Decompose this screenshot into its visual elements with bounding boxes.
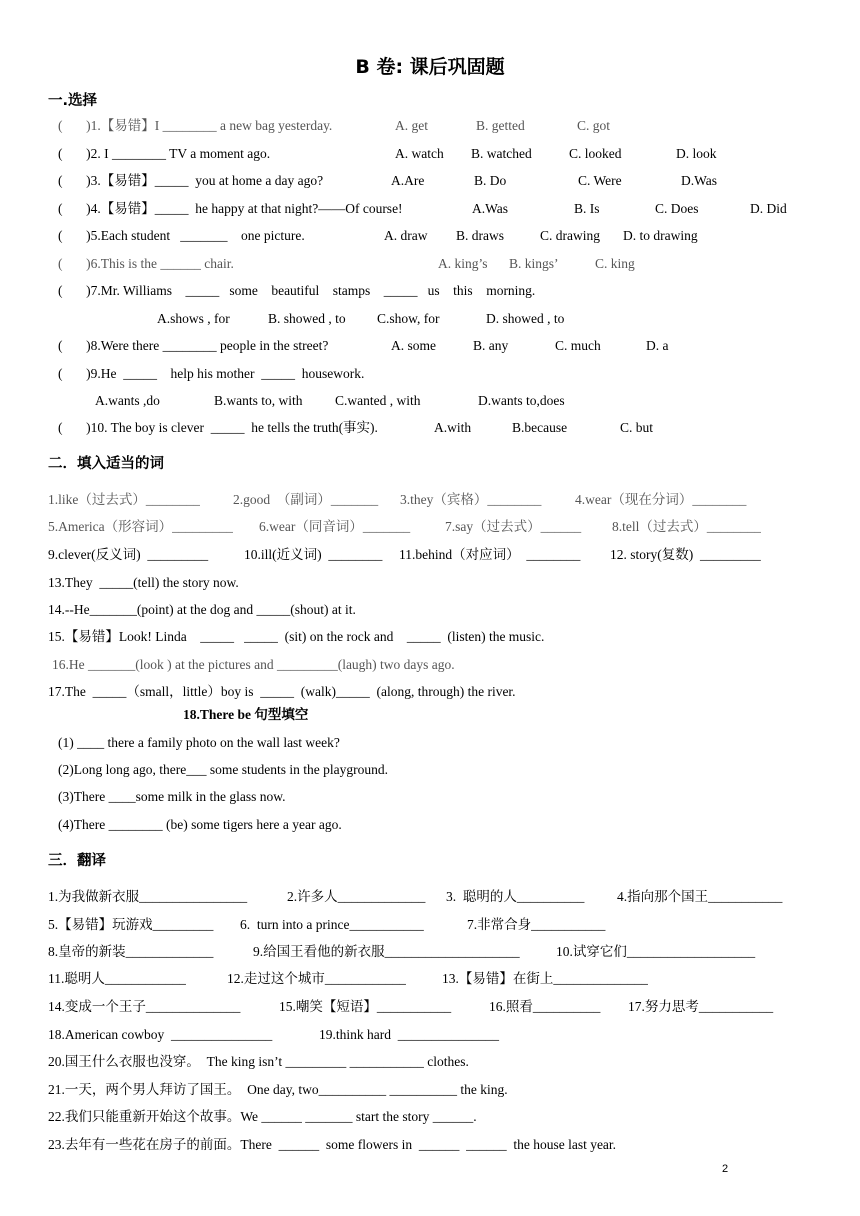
fill-item: 10.ill(近义词) ________ [244,547,383,562]
q9-option-c: C.wanted , with [335,393,421,408]
translate-item: 13.【易错】在街上______________ [442,971,648,986]
translate-item: 7.非常合身___________ [467,917,606,932]
translate-item: 4.指向那个国王___________ [617,889,783,904]
q10-option-c: C. but [620,420,654,435]
fill-item: 3.they（宾格）________ [400,492,542,507]
q5-option-a: A. draw [384,228,428,243]
q2-stem: ( )2. I ________ TV a moment ago. [58,146,271,161]
translate-item: 10.试穿它们___________________ [556,944,756,959]
section-heading-translate: 三．翻译 [48,853,106,869]
q9-option-b: B.wants to, with [214,393,303,408]
q3-option-c: C. Were [578,173,622,188]
fill-line-18-2: (2)Long long ago, there___ some students in the playground. [58,762,388,777]
q8-option-b: B. any [473,338,509,353]
fill-item: 9.clever(反义词) _________ [48,547,209,562]
q9-option-a: A.wants ,do [95,393,160,408]
q7-option-b: B. showed , to [268,311,346,326]
fill-line-18-heading: 18.There be 句型填空 [183,707,309,722]
q7-option-d: D. showed , to [486,311,565,326]
fill-line-13: 13.They _____(tell) the story now. [48,575,239,590]
q8-stem: ( )8.Were there ________ people in the street? [58,338,329,353]
q2-option-a: A. watch [395,146,444,161]
q4-option-b: B. Is [574,201,600,216]
q2-option-c: C. looked [569,146,622,161]
translate-item: 11.聪明人____________ [48,971,186,986]
q1-option-c: C. got [577,118,611,133]
q6-option-a: A. king’s [438,256,488,271]
translate-item: 1.为我做新衣服________________ [48,889,248,904]
q1-option-b: B. getted [476,118,525,133]
q8-option-a: A. some [391,338,436,353]
fill-line-17: 17.The _____（small，little）boy is _____ (walk)_____ (along, through) the river. [48,684,516,699]
fill-line-14: 14.--He_______(point) at the dog and _____(shout) at it. [48,602,356,617]
translate-item: 2.许多人_____________ [287,889,426,904]
translate-item: 12.走过这个城市____________ [227,971,406,986]
translate-item: 8.皇帝的新装_____________ [48,944,214,959]
fill-item: 12. story(复数) _________ [610,547,761,562]
translate-item: 15.嘲笑【短语】___________ [279,999,452,1014]
fill-item: 8.tell（过去式）________ [612,519,761,534]
translate-line-20: 20.国王什么衣服也没穿。 The king isn’t _________ ___________ clothes. [48,1054,469,1069]
q10-option-b: B.because [512,420,568,435]
page-number: 2 [722,1163,729,1175]
fill-line-16: 16.He _______(look ) at the pictures and _________(laugh) two days ago. [52,657,455,672]
q5-option-c: C. drawing [540,228,600,243]
translate-item: 5.【易错】玩游戏_________ [48,917,214,932]
section-heading-choice: 一.选择 [48,93,98,109]
q2-option-d: D. look [676,146,717,161]
translate-item: 19.think hard _______________ [319,1027,499,1042]
fill-line-18-3: (3)There ____some milk in the glass now. [58,789,286,804]
q4-option-a: A.Was [472,201,509,216]
q6-option-b: B. kings’ [509,256,559,271]
fill-item: 1.like（过去式）________ [48,492,200,507]
q5-option-b: B. draws [456,228,504,243]
translate-line-23: 23.去年有一些花在房子的前面。There ______ some flowers in ______ ______ the house last year. [48,1137,617,1152]
translate-item: 6. turn into a prince___________ [240,917,424,932]
q3-stem: ( )3.【易错】_____ you at home a day ago? [58,173,324,188]
page-title: B 卷: 课后巩固题 [355,56,505,78]
section-heading-fill: 二．填入适当的词 [48,456,164,472]
q9-option-d: D.wants to,does [478,393,565,408]
translate-item: 14.变成一个王子______________ [48,999,241,1014]
translate-item: 16.照看__________ [489,999,601,1014]
q3-option-a: A.Are [391,173,425,188]
q8-option-c: C. much [555,338,601,353]
q7-option-c: C.show, for [377,311,440,326]
translate-item: 18.American cowboy _______________ [48,1027,273,1042]
q4-stem: ( )4.【易错】_____ he happy at that night?——Of course! [58,201,403,216]
fill-item: 2.good （副词）_______ [233,492,379,507]
q10-stem: ( )10. The boy is clever _____ he tells the truth(事实). [58,420,378,435]
translate-item: 9.给国王看他的新衣服____________________ [253,944,520,959]
q1-option-a: A. get [395,118,428,133]
q6-stem: ( )6.This is the ______ chair. [58,256,234,271]
fill-item: 7.say（过去式）______ [445,519,582,534]
q2-option-b: B. watched [471,146,532,161]
translate-item: 17.努力思考___________ [628,999,774,1014]
fill-line-18-1: (1) ____ there a family photo on the wall last week? [58,735,340,750]
q4-option-d: D. Did [750,201,787,216]
fill-line-15: 15.【易错】Look! Linda _____ _____ (sit) on the rock and _____ (listen) the music. [48,629,545,644]
q3-option-b: B. Do [474,173,507,188]
q8-option-d: D. a [646,338,669,353]
translate-item: 3. 聪明的人__________ [446,889,585,904]
translate-line-22: 22.我们只能重新开始这个故事。We ______ _______ start the story ______. [48,1109,477,1124]
fill-item: 6.wear（同音词）_______ [259,519,411,534]
q4-option-c: C. Does [655,201,699,216]
q5-stem: ( )5.Each student _______ one picture. [58,228,305,243]
fill-item: 4.wear（现在分词）________ [575,492,747,507]
fill-item: 11.behind（对应词） ________ [399,547,581,562]
q5-option-d: D. to drawing [623,228,698,243]
q7-stem: ( )7.Mr. Williams _____ some beautiful stamps _____ us this morning. [58,283,536,298]
q3-option-d: D.Was [681,173,718,188]
fill-item: 5.America（形容词）_________ [48,519,233,534]
fill-line-18-4: (4)There ________ (be) some tigers here a year ago. [58,817,342,832]
q10-option-a: A.with [434,420,472,435]
translate-line-21: 21.一天，两个男人拜访了国王。 One day, two__________ __________ the king. [48,1082,508,1097]
q6-option-c: C. king [595,256,635,271]
q1-stem: ( )1.【易错】I ________ a new bag yesterday. [58,118,333,133]
q7-option-a: A.shows , for [157,311,230,326]
q9-stem: ( )9.He _____ help his mother _____ housework. [58,366,365,381]
